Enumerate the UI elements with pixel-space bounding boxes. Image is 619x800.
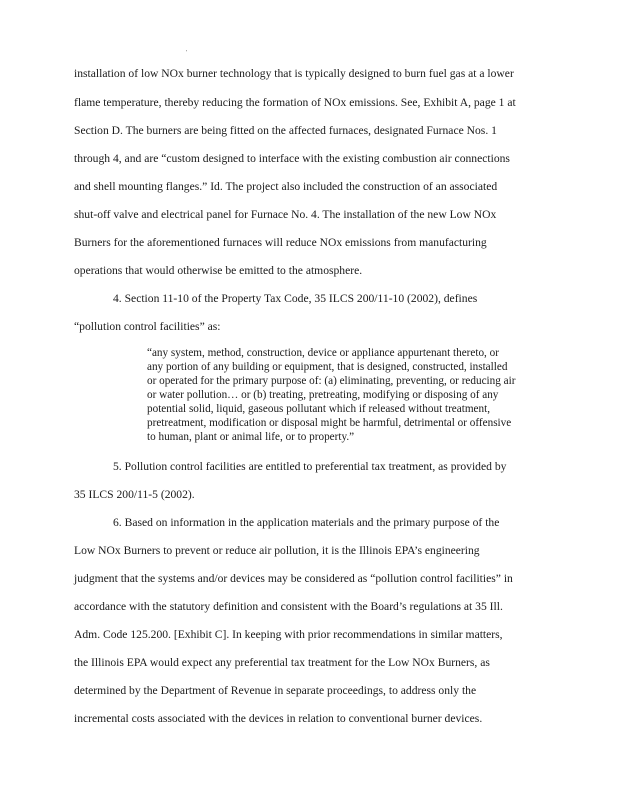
body-line: flame temperature, thereby reducing the formation of NOx emissions. See, Exhibit A, page 1 at — [74, 96, 516, 109]
quote-line: any portion of any building or equipment, that is designed, constructed, installed — [147, 361, 508, 373]
body-line: operations that would otherwise be emitted to the atmosphere. — [74, 264, 363, 277]
body-line: accordance with the statutory definition and consistent with the Board’s regulations at 35 Ill. — [74, 600, 503, 613]
body-line: installation of low NOx burner technology that is typically designed to burn fuel gas at a lower — [74, 67, 514, 80]
body-line: Adm. Code 125.200. [Exhibit C]. In keeping with prior recommendations in similar matters, — [74, 628, 503, 641]
body-line: judgment that the systems and/or devices may be considered as “pollution control facilities” in — [74, 572, 513, 585]
body-line: incremental costs associated with the devices in relation to conventional burner devices. — [74, 712, 483, 725]
paragraph-5-line: 5. Pollution control facilities are entitled to preferential tax treatment, as provided by — [113, 460, 507, 473]
page-mark: ' — [186, 50, 188, 56]
body-line: determined by the Department of Revenue in separate proceedings, to address only the — [74, 684, 477, 697]
body-line: the Illinois EPA would expect any preferential tax treatment for the Low NOx Burners, as — [74, 656, 490, 669]
paragraph-4-line: 4. Section 11-10 of the Property Tax Code, 35 ILCS 200/11-10 (2002), defines — [113, 292, 478, 305]
body-line: shut-off valve and electrical panel for Furnace No. 4. The installation of the new Low NOx — [74, 208, 497, 221]
body-line: through 4, and are “custom designed to interface with the existing combustion air connections — [74, 152, 510, 165]
body-line: Low NOx Burners to prevent or reduce air pollution, it is the Illinois EPA’s engineering — [74, 544, 480, 557]
body-line: “pollution control facilities” as: — [74, 320, 221, 333]
quote-line: “any system, method, construction, device or appliance appurtenant thereto, or — [147, 347, 499, 359]
body-line: Section D. The burners are being fitted on the affected furnaces, designated Furnace Nos. 1 — [74, 124, 497, 137]
paragraph-6-line: 6. Based on information in the application materials and the primary purpose of the — [113, 516, 500, 529]
quote-line: to human, plant or animal life, or to property.” — [147, 431, 355, 443]
quote-line: pretreatment, modification or disposal might be harmful, detrimental or offensive — [147, 417, 512, 429]
body-line: and shell mounting flanges.” Id. The project also included the construction of an associated — [74, 180, 498, 193]
quote-line: or operated for the primary purpose of: (a) eliminating, preventing, or reducing air — [147, 375, 516, 387]
quote-line: or water pollution… or (b) treating, pretreating, modifying or disposing of any — [147, 389, 499, 401]
quote-line: potential solid, liquid, gaseous pollutant which if released without treatment, — [147, 403, 491, 415]
body-line: Burners for the aforementioned furnaces will reduce NOx emissions from manufacturing — [74, 236, 487, 249]
body-line: 35 ILCS 200/11-5 (2002). — [74, 488, 195, 501]
